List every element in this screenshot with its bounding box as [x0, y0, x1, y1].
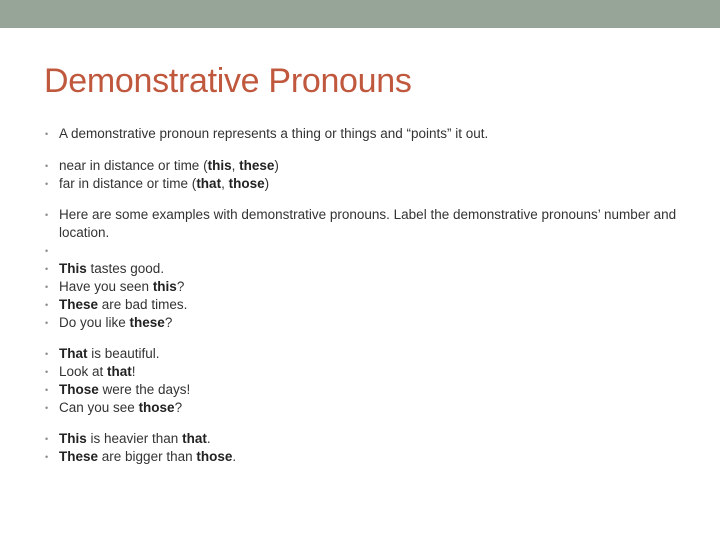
bullet-text [59, 261, 164, 276]
pronoun-emphasis: These [59, 297, 99, 312]
bullet-text [59, 279, 184, 294]
slide-header-bar [0, 0, 720, 28]
text-run: is heavier than [86, 431, 183, 446]
text-run: Here are some examples with demonstrative pronouns. Label the demonstrative pronouns’ number and location. [59, 207, 677, 240]
bullet-text [59, 346, 160, 361]
bullet-dot-icon: • [45, 282, 49, 292]
bullet-dot-icon: • [45, 210, 49, 220]
pronoun-emphasis: That [59, 346, 88, 361]
bullet-dot-icon: • [45, 264, 49, 274]
text-run: . [232, 449, 237, 464]
pronoun-emphasis: This [59, 431, 87, 446]
bullet-text [59, 364, 136, 379]
bullet-dot-icon: • [45, 318, 49, 328]
text-run: Can you see [59, 400, 139, 415]
bullet-group [45, 157, 685, 193]
pronoun-emphasis: that [107, 364, 132, 379]
bullet-text [59, 158, 279, 173]
pronoun-emphasis: these [129, 315, 165, 330]
bullet-dot-icon: • [45, 434, 49, 444]
bullet-item [45, 125, 685, 143]
pronoun-emphasis: those [196, 449, 233, 464]
pronoun-emphasis: These [59, 449, 99, 464]
pronoun-emphasis: This [59, 261, 87, 276]
bullet-dot-icon: • [45, 179, 49, 189]
bullet-dot-icon: • [45, 129, 49, 139]
bullet-item [45, 260, 685, 278]
slide-body [45, 125, 685, 466]
pronoun-emphasis: those [228, 176, 265, 191]
bullet-item [45, 345, 685, 363]
bullet-dot-icon: • [45, 300, 49, 310]
text-run: . [206, 431, 211, 446]
bullet-text [59, 400, 182, 415]
pronoun-emphasis: those [138, 400, 175, 415]
bullet-dot-icon: • [45, 161, 49, 171]
text-run: ! [131, 364, 136, 379]
text-run: ) [274, 158, 279, 173]
pronoun-emphasis: this [152, 279, 177, 294]
text-run: ) [264, 176, 270, 191]
bullet-item [45, 157, 685, 175]
bullet-item [45, 363, 685, 381]
bullet-item [45, 314, 685, 332]
bullet-text [59, 176, 269, 191]
bullet-item [45, 242, 685, 260]
bullet-item [45, 206, 685, 242]
text-run: , [221, 176, 229, 191]
bullet-group [45, 125, 685, 143]
bullet-text [59, 449, 236, 464]
bullet-text [59, 315, 172, 330]
bullet-group [45, 206, 685, 332]
bullet-group [45, 430, 685, 466]
bullet-text [59, 243, 63, 258]
bullet-dot-icon: • [45, 246, 49, 256]
bullet-dot-icon: • [45, 367, 49, 377]
text-run: are bad times. [98, 297, 188, 312]
bullet-text [59, 297, 187, 312]
text-run: is beautiful. [87, 346, 160, 361]
pronoun-emphasis: that [182, 431, 207, 446]
text-run: tastes good. [86, 261, 165, 276]
bullet-dot-icon: • [45, 349, 49, 359]
text-run: , [231, 158, 240, 173]
text-run: were the days! [98, 382, 191, 397]
bullet-text [59, 126, 488, 141]
bullet-text [59, 431, 211, 446]
text-run: Do you like [59, 315, 130, 330]
bullet-group [45, 345, 685, 417]
bullet-item [45, 430, 685, 448]
bullet-item [45, 175, 685, 193]
text-run: are bigger than [98, 449, 197, 464]
bullet-item [45, 296, 685, 314]
text-run: ? [164, 315, 173, 330]
text-run: far in distance or time ( [59, 176, 197, 191]
pronoun-emphasis: this [207, 158, 232, 173]
bullet-item [45, 278, 685, 296]
pronoun-emphasis: that [196, 176, 222, 191]
bullet-text [59, 207, 676, 240]
slide-title: Demonstrative Pronouns [44, 62, 412, 100]
text-run: ? [176, 279, 185, 294]
pronoun-emphasis: these [239, 158, 275, 173]
text-run: A demonstrative pronoun represents a thing or things and “points” it out. [59, 126, 489, 141]
bullet-item [45, 381, 685, 399]
text-run: near in distance or time ( [59, 158, 208, 173]
bullet-text [59, 382, 190, 397]
text-run: Look at [59, 364, 108, 379]
text-run: ? [174, 400, 183, 415]
bullet-dot-icon: • [45, 385, 49, 395]
bullet-dot-icon: • [45, 452, 49, 462]
pronoun-emphasis: Those [59, 382, 99, 397]
bullet-item [45, 448, 685, 466]
text-run: Have you seen [59, 279, 153, 294]
bullet-dot-icon: • [45, 403, 49, 413]
bullet-item [45, 399, 685, 417]
